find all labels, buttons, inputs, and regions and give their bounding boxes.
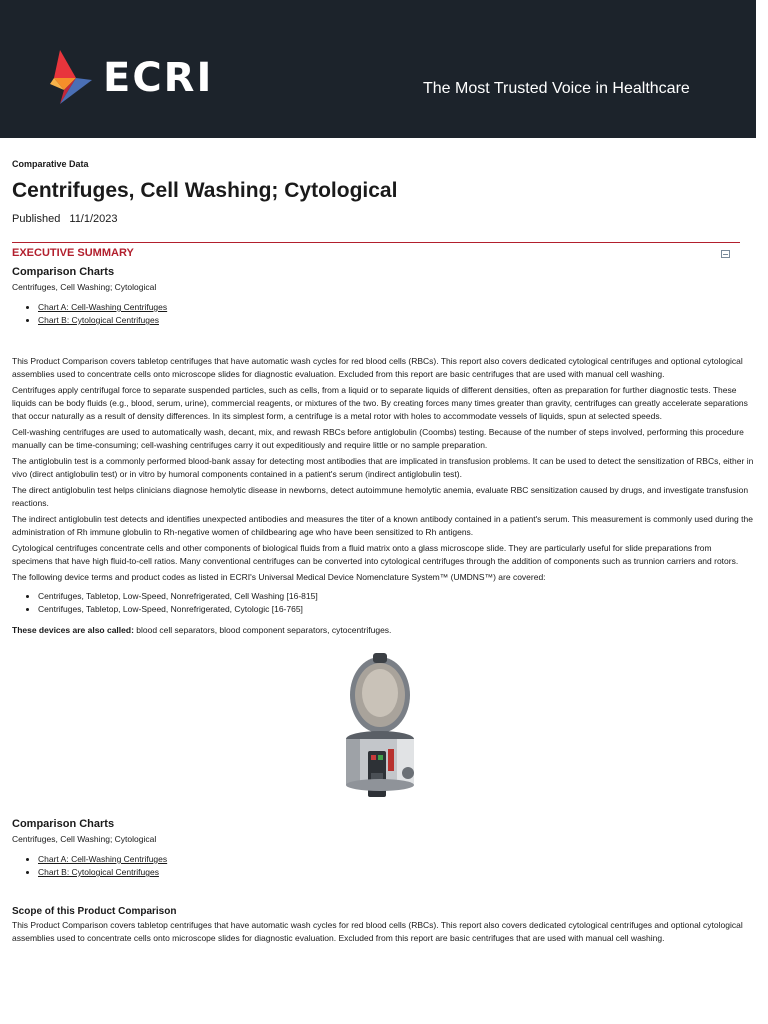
- document-body: [0, 158, 766, 945]
- chart-b-link[interactable]: Chart B: Cytological Centrifuges: [38, 315, 159, 325]
- list-item: [38, 314, 754, 327]
- list-item: • Centrifuges, Tabletop, Low-Speed, Nonrefrigerated, Cell Washing [16-815]: [38, 590, 754, 603]
- paragraph: Centrifuges apply centrifugal force to separate suspended particles, such as cells, from a liquid or to separate liquids of different densities, often as preparation for further diagnostic tests. These liquids can be body fluids (e.g., blood, serum, urine), commercial reagents, or mixtures of the two. By creating forces many times greater than gravity, centrifuges can greatly accelerate separations that occur naturally as a result of density differences. In its simplest form, a centrifuge is a metal rotor with holes to accommodate vessels of liquids, spun at selected speeds.: [12, 385, 748, 421]
- ecri-logo-mark-icon: [50, 50, 98, 106]
- header-tagline: The Most Trusted Voice in Healthcare: [423, 80, 690, 97]
- device-terms-list: [12, 590, 754, 616]
- also-called-text: blood cell separators, blood component separators, cytocentrifuges.: [133, 625, 392, 635]
- document-type-label: Comparative Data: [12, 159, 89, 169]
- chart-links-list: [12, 301, 754, 327]
- chart-a-link-2[interactable]: Chart A: Cell-Washing Centrifuges: [38, 854, 168, 864]
- published-label: Published: [12, 213, 61, 225]
- comparison-charts-subtitle: Centrifuges, Cell Washing; Cytological: [12, 282, 157, 292]
- comparison-charts-heading-2: Comparison Charts: [12, 818, 115, 830]
- logo-text: ECRI: [103, 55, 214, 101]
- list-item: [38, 853, 754, 866]
- centrifuge-image: [342, 651, 432, 801]
- published-date: 11/1/2023: [69, 213, 118, 225]
- chart-links-list-2: [12, 853, 754, 879]
- list-item: • Centrifuges, Tabletop, Low-Speed, Nonrefrigerated, Cytologic [16-765]: [38, 603, 754, 616]
- comparison-charts-heading: Comparison Charts: [12, 266, 115, 278]
- comparison-charts-subtitle-2: Centrifuges, Cell Washing; Cytological: [12, 834, 157, 844]
- also-called-label: These devices are also called:: [12, 625, 134, 635]
- paragraph: Cell-washing centrifuges are used to automatically wash, decant, mix, and rewash RBCs before antiglobulin (Coombs) testing. Because of the number of steps involved, performing this procedure manually can be time-consuming; cell-washing centrifuges carry it out expeditiously and require little or no sample preparation.: [12, 427, 744, 450]
- paragraph: This Product Comparison covers tabletop centrifuges that have automatic wash cycles for red blood cells (RBCs). This report also covers dedicated cytological centrifuges and optional cytological assemblies used to concentrate cells onto microscope slides for diagnostic evaluation. Excluded from this report are basic centrifuges that are used with manual cell washing.: [12, 356, 743, 379]
- chart-a-link[interactable]: Chart A: Cell-Washing Centrifuges: [38, 302, 168, 312]
- collapse-icon[interactable]: [721, 250, 730, 258]
- site-header: [0, 0, 756, 138]
- published-info: [12, 212, 754, 226]
- list-item: [38, 866, 754, 879]
- paragraph: The indirect antiglobulin test detects and identifies unexpected antibodies and measures the titer of a known antibody contained in a patient's serum. This measurement is commonly used during the administration of Rh immune globulin to Rh-negative women of childbearing age who have been sensitized to Rh antigens.: [12, 514, 753, 537]
- paragraph: The antiglobulin test is a commonly performed blood-bank assay for detecting most antibodies that are implicated in transfusion problems. It can be used to detect the sensitization of RBCs, either in vivo (direct antiglobulin test) or in vitro by humoral components contained in a patient's serum (indirect antiglobulin test).: [12, 456, 754, 479]
- scope-paragraph: This Product Comparison covers tabletop centrifuges that have automatic wash cycles for red blood cells (RBCs). This report also covers dedicated cytological centrifuges and optional cytological assemblies used to concentrate cells onto microscope slides for diagnostic evaluation. Excluded from this report are basic centrifuges that are used with manual cell washing.: [12, 920, 743, 943]
- executive-summary-title: EXECUTIVE SUMMARY: [12, 247, 134, 259]
- chart-b-link-2[interactable]: Chart B: Cytological Centrifuges: [38, 867, 159, 877]
- paragraph: The following device terms and product codes as listed in ECRI's Universal Medical Device Nomenclature System™ (UMDNS™) are covered:: [12, 572, 546, 582]
- list-item: [38, 301, 754, 314]
- page-title: Centrifuges, Cell Washing; Cytological: [12, 179, 398, 202]
- scope-heading: Scope of this Product Comparison: [12, 906, 177, 917]
- paragraph: Cytological centrifuges concentrate cells and other components of biological fluids from a fluid matrix onto a glass microscope slide. They are particularly useful for slide preparations from specimens that have high fluid-to-cell ratios. Many conventional centrifuges can be converted into cytological centrifuges through the addition of components such as trunnion carriers and rotors.: [12, 543, 739, 566]
- section-divider: [12, 242, 740, 243]
- executive-summary-header: [12, 245, 740, 261]
- ecri-logo[interactable]: [50, 50, 220, 106]
- paragraph: The direct antiglobulin test helps clinicians diagnose hemolytic disease in newborns, detect autoimmune hemolytic anemia, evaluate RBC sensitization caused by drugs, and investigate transfusion reactions.: [12, 485, 749, 508]
- also-called: [12, 624, 754, 637]
